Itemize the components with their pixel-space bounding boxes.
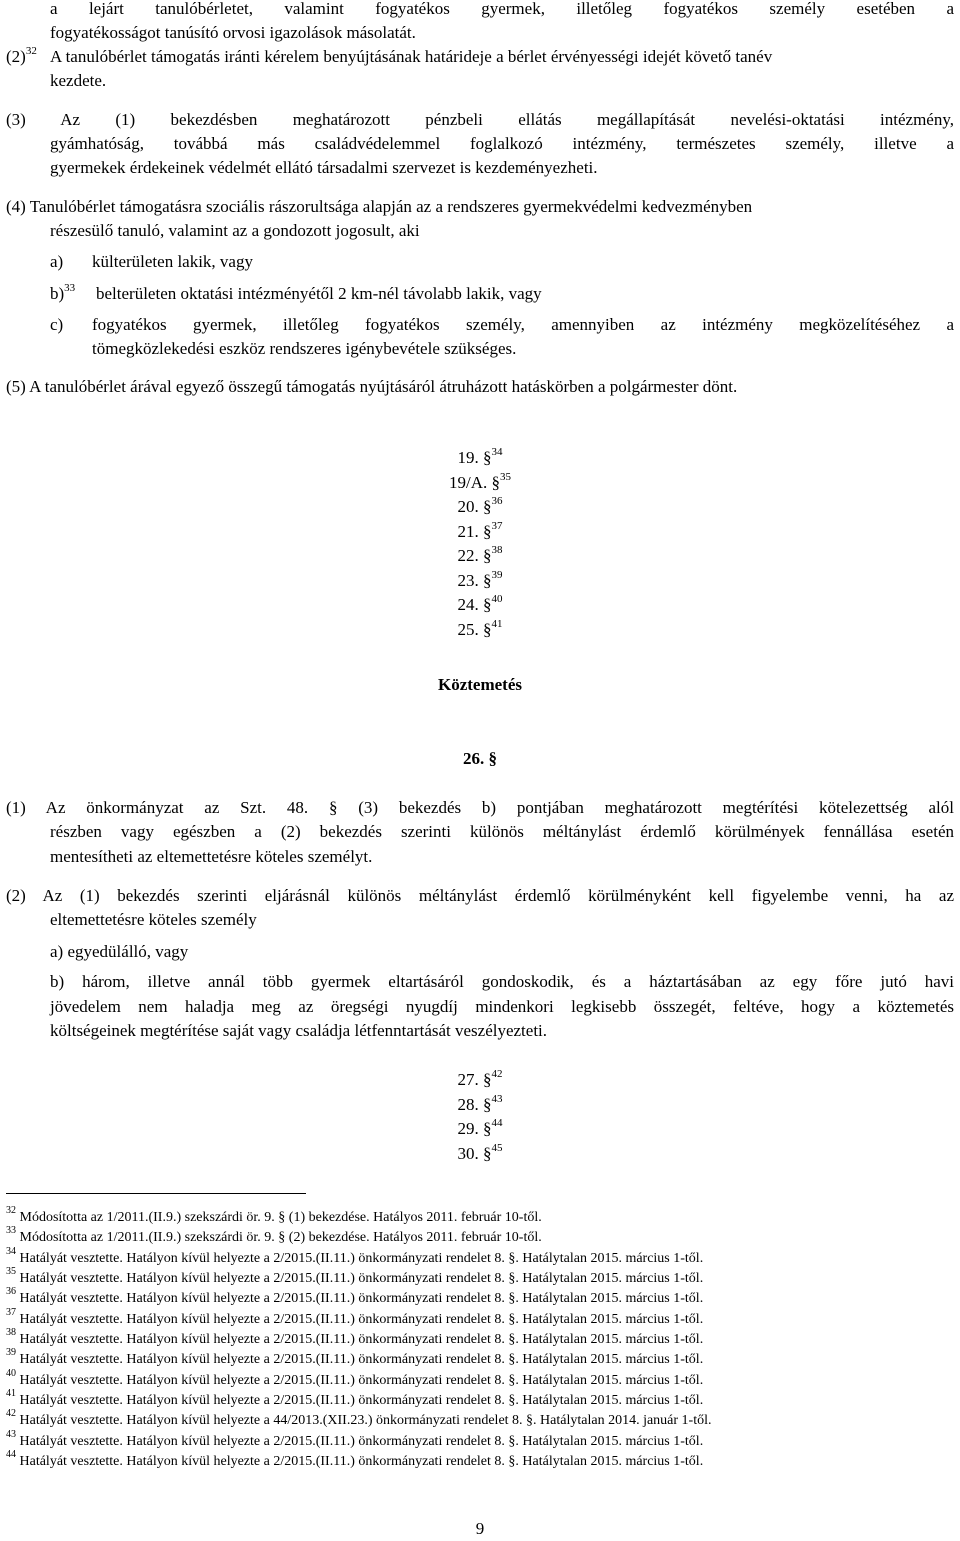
section-number <box>0 495 960 520</box>
paragraph-line: (5) A tanulóbérlet árával egyező összegű támogatás nyújtásáról átruházott hatáskörben a polgármester dönt. <box>6 377 738 396</box>
footnote-ref[interactable]: 42 <box>491 1068 503 1081</box>
section-heading: Köztemetés <box>437 675 522 694</box>
footnote <box>6 1286 704 1310</box>
footnote-number: 39 <box>6 1347 16 1359</box>
repealed-sections-list <box>0 446 960 642</box>
footnote-ref[interactable]: 34 <box>491 446 503 459</box>
footnote <box>6 1368 704 1392</box>
section-label: 21. § <box>457 521 492 541</box>
footnote-text: Hatályát vesztette. Hatályon kívül helyezte a 2/2015.(II.11.) önkormányzati rendelet 8. §. Hatálytalan 2015. március 1-től. <box>19 1352 704 1367</box>
section-number <box>0 1093 960 1118</box>
paragraph-line: a lejárt tanulóbérletet, valamint fogyatékos gyermek, illetőleg fogyatékos személy esetében a <box>50 0 954 18</box>
footnote <box>6 1388 704 1412</box>
list-label: a) <box>50 252 64 271</box>
paragraph-line: (3) Az (1) bekezdésben meghatározott pénzbeli ellátás megállapítását nevelési-oktatási intézmény, <box>6 110 954 129</box>
paragraph-line: fogyatékosságot tanúsító orvosi igazolások másolatát. <box>50 23 416 42</box>
footnote <box>6 1307 704 1331</box>
footnote <box>6 1327 704 1351</box>
footnote-ref[interactable]: 35 <box>500 470 511 483</box>
section-number <box>0 520 960 545</box>
section-label: 22. § <box>457 546 492 565</box>
footnote-text: Módosította az 1/2011.(II.9.) szekszárdi ör. 9. § (2) bekezdése. Hatályos 2011. február 10-től. <box>19 1230 542 1245</box>
footnote-number: 42 <box>6 1408 16 1420</box>
section-label: 19/A. § <box>449 472 500 492</box>
footnote-number: 34 <box>6 1246 16 1258</box>
list-item: b) három, illetve annál több gyermek eltartásáról gondoskodik, és a háztartásában az egy főre jutó havi <box>50 972 954 991</box>
section-number <box>0 544 960 569</box>
list-label-text: b) <box>50 284 65 303</box>
footnote <box>6 1449 704 1473</box>
section-label: 30. § <box>457 1143 492 1163</box>
footnote-number: 37 <box>6 1307 16 1319</box>
footnote-text: Hatályát vesztette. Hatályon kívül helyezte a 2/2015.(II.11.) önkormányzati rendelet 8. §. Hatálytalan 2015. március 1-től. <box>19 1271 704 1286</box>
footnote-number: 35 <box>6 1266 16 1278</box>
footnote-number: 41 <box>6 1388 16 1400</box>
paragraph-number: (2) <box>6 47 26 66</box>
paragraph-line: mentesítheti az eltemettetésre köteles személyt. <box>50 847 373 866</box>
list-label <box>50 282 75 306</box>
section-label: 28. § <box>457 1094 492 1114</box>
footnote-ref[interactable]: 38 <box>491 544 503 557</box>
footnote-number: 44 <box>6 1449 16 1461</box>
footnote <box>6 1408 712 1432</box>
footnote <box>6 1225 542 1249</box>
footnote-text: Hatályát vesztette. Hatályon kívül helyezte a 44/2013.(XII.23.) önkormányzati rendelet 8. §. Hatálytalan 2014. január 1-től. <box>19 1413 712 1428</box>
list-item: fogyatékos gyermek, illetőleg fogyatékos személy, amennyiben az intézmény megközelítéséhez a <box>92 315 954 334</box>
paragraph-line: gyámhatóság, továbbá más családvédelemmel foglalkozó intézmény, természetes személy, illetve a <box>50 134 954 153</box>
repealed-sections-list <box>0 1068 960 1166</box>
footnote-ref[interactable]: 36 <box>491 495 503 508</box>
section-label: 24. § <box>457 595 492 614</box>
footnote-text: Hatályát vesztette. Hatályon kívül helyezte a 2/2015.(II.11.) önkormányzati rendelet 8. §. Hatálytalan 2015. március 1-től. <box>19 1434 704 1449</box>
paragraph-line: részben vagy egészben a (2) bekezdés szerinti különös méltánylást érdemlő körülmények fennállása esetén <box>50 822 954 841</box>
section-label: 29. § <box>457 1119 492 1138</box>
footnote-number: 33 <box>6 1225 16 1237</box>
paragraph-line: részesülő tanuló, valamint az a gondozott jogosult, aki <box>50 221 420 240</box>
footnote-text: Hatályát vesztette. Hatályon kívül helyezte a 2/2015.(II.11.) önkormányzati rendelet 8. §. Hatálytalan 2015. március 1-től. <box>19 1312 704 1327</box>
footnote-ref[interactable]: 39 <box>491 568 503 581</box>
list-item: tömegközlekedési eszköz rendszeres igénybevétele szükséges. <box>92 339 517 358</box>
list-item: jövedelem nem haladja meg az öregségi nyugdíj mindenkori legkisebb összegét, feltéve, hogy a köztemetés <box>50 997 954 1016</box>
section-number <box>0 593 960 618</box>
footnote-ref[interactable]: 43 <box>491 1092 503 1105</box>
list-item: külterületen lakik, vagy <box>92 252 253 271</box>
list-item: belterületen oktatási intézményétől 2 km-nél távolabb lakik, vagy <box>96 284 542 303</box>
footnote-ref[interactable]: 40 <box>491 593 503 606</box>
footnote <box>6 1266 704 1290</box>
section-number <box>0 471 960 496</box>
section-number <box>0 1117 960 1142</box>
footnote-text: Hatályát vesztette. Hatályon kívül helyezte a 2/2015.(II.11.) önkormányzati rendelet 8. §. Hatálytalan 2015. március 1-től. <box>19 1291 704 1306</box>
section-number <box>0 618 960 643</box>
footnote-separator <box>6 1193 306 1194</box>
page-number: 9 <box>475 1519 485 1538</box>
footnote-text: Hatályát vesztette. Hatályon kívül helyezte a 2/2015.(II.11.) önkormányzati rendelet 8. §. Hatálytalan 2015. március 1-től. <box>19 1393 704 1408</box>
footnote <box>6 1205 542 1229</box>
footnote-ref[interactable]: 37 <box>491 519 503 532</box>
footnote-ref[interactable]: 33 <box>64 282 76 295</box>
section-number <box>0 1142 960 1167</box>
paragraph-line: kezdete. <box>50 71 107 90</box>
section-number <box>0 446 960 471</box>
section-number: 26. § <box>463 749 497 768</box>
footnote-ref[interactable]: 41 <box>491 617 503 630</box>
footnote <box>6 1347 704 1371</box>
paragraph-label <box>6 45 37 69</box>
paragraph-line: A tanulóbérlet támogatás iránti kérelem benyújtásának határideje a bérlet érvényességi idejét követő tanév <box>50 47 773 66</box>
paragraph-line: (2) Az (1) bekezdés szerinti eljárásnál különös méltánylást érdemlő körülményként kell figyelembe venni, ha az <box>6 886 954 905</box>
footnote-number: 43 <box>6 1429 16 1441</box>
paragraph-line: gyermekek érdekeinek védelmét ellátó társadalmi szervezet is kezdeményezheti. <box>50 158 598 177</box>
footnote-text: Hatályát vesztette. Hatályon kívül helyezte a 2/2015.(II.11.) önkormányzati rendelet 8. §. Hatálytalan 2015. március 1-től. <box>19 1251 704 1266</box>
paragraph-line: (1) Az önkormányzat az Szt. 48. § (3) bekezdés b) pontjában meghatározott megtérítési kötelezettség alól <box>6 798 954 817</box>
footnote <box>6 1429 704 1453</box>
section-label: 23. § <box>457 570 492 590</box>
section-number <box>0 569 960 594</box>
footnote-ref[interactable]: 32 <box>25 45 37 58</box>
paragraph-line: (4) Tanulóbérlet támogatásra szociális rászorultsága alapján az a rendszeres gyermekvédelmi kedvezményben <box>6 197 753 216</box>
section-label: 27. § <box>457 1070 492 1089</box>
section-label: 25. § <box>457 619 492 639</box>
footnote-ref[interactable]: 45 <box>491 1141 503 1154</box>
footnote-text: Módosította az 1/2011.(II.9.) szekszárdi ör. 9. § (1) bekezdése. Hatályos 2011. február 10-től. <box>19 1210 542 1225</box>
section-number <box>0 1068 960 1093</box>
footnote-number: 32 <box>6 1205 16 1217</box>
footnote-text: Hatályát vesztette. Hatályon kívül helyezte a 2/2015.(II.11.) önkormányzati rendelet 8. §. Hatálytalan 2015. március 1-től. <box>19 1454 704 1469</box>
section-label: 19. § <box>457 448 492 467</box>
footnote-number: 36 <box>6 1286 16 1298</box>
footnote-number: 40 <box>6 1368 16 1380</box>
footnote <box>6 1246 704 1270</box>
section-label: 20. § <box>457 497 492 516</box>
list-item: költségeinek megtérítése saját vagy családja létfenntartását veszélyezteti. <box>50 1021 548 1040</box>
footnote-ref[interactable]: 44 <box>491 1117 503 1130</box>
footnote-text: Hatályát vesztette. Hatályon kívül helyezte a 2/2015.(II.11.) önkormányzati rendelet 8. §. Hatálytalan 2015. március 1-től. <box>19 1332 704 1347</box>
paragraph-line: eltemettetésre köteles személy <box>50 910 257 929</box>
list-item: a) egyedülálló, vagy <box>50 942 189 961</box>
footnote-text: Hatályát vesztette. Hatályon kívül helyezte a 2/2015.(II.11.) önkormányzati rendelet 8. §. Hatálytalan 2015. március 1-től. <box>19 1373 704 1388</box>
list-label: c) <box>50 315 64 334</box>
footnote-number: 38 <box>6 1327 16 1339</box>
